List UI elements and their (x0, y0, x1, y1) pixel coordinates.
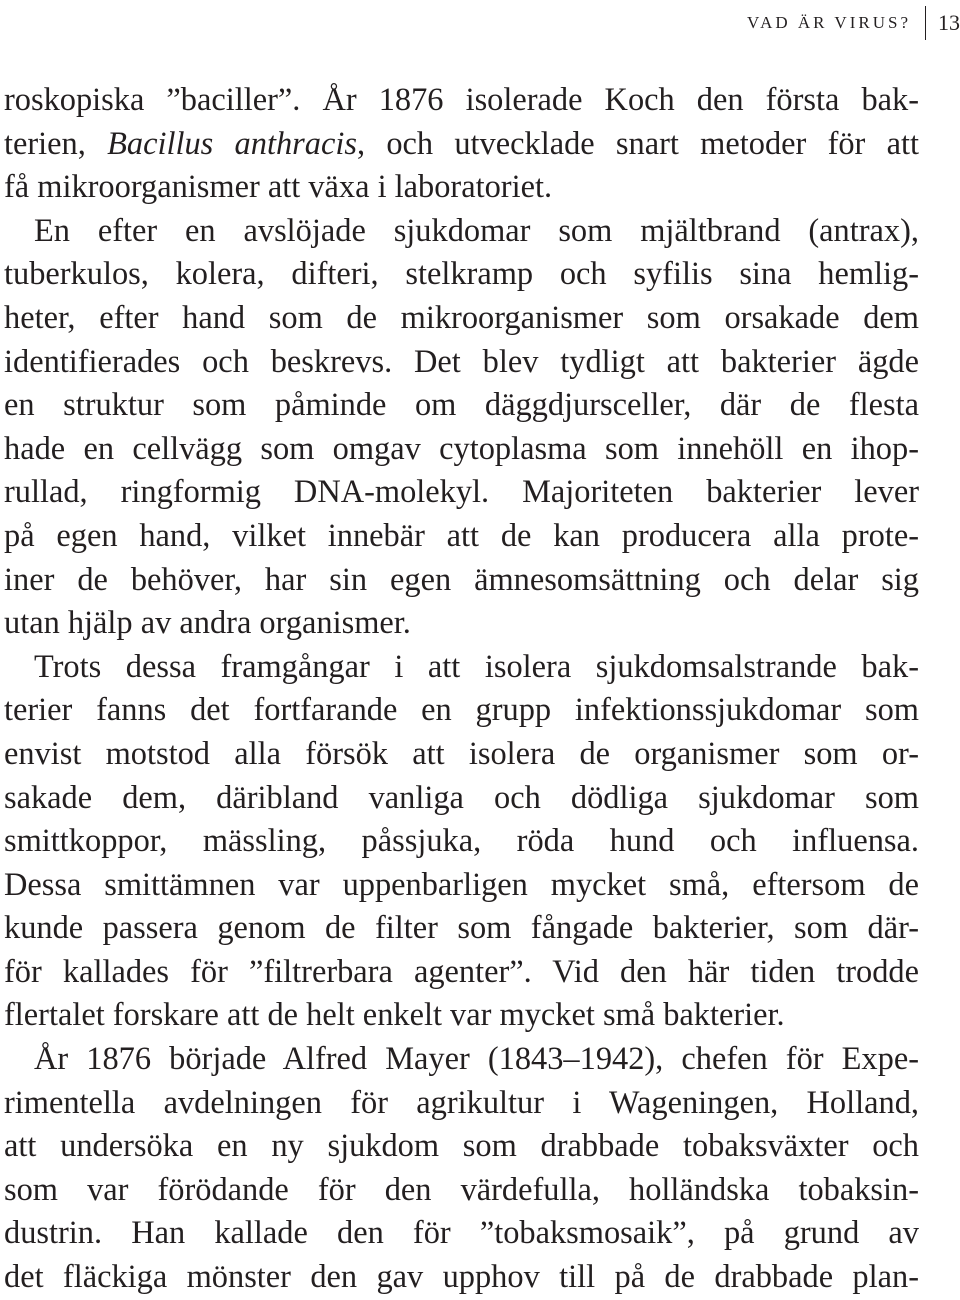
text-fragment: terien, Bacillus anthracis, och utvecklade snart metoder för att (4, 125, 920, 162)
paragraph (4, 210, 919, 646)
text-line: Dessa smittämnen var uppenbarligen mycket små, eftersom de (4, 866, 919, 903)
text-line: hade en cellvägg som omgav cytoplasma som innehöll en ihop- (4, 430, 919, 467)
text-line: identifierades och beskrevs. Det blev tydligt att bakterier ägde (4, 343, 919, 380)
text-line: som var förödande för den värdefulla, holländska tobaksin- (4, 1171, 919, 1208)
text-line: kunde passera genom de filter som fångade bakterier, som där- (4, 910, 919, 947)
text-line: en struktur som påminde om däggdjursceller, där de flesta (4, 387, 919, 424)
paragraph (4, 1038, 919, 1300)
paragraph (4, 646, 919, 1038)
running-title: VAD ÄR VIRUS? (746, 13, 911, 32)
text-line: flertalet forskare att de helt enkelt var mycket små bakterier. (4, 997, 785, 1034)
species-name: Bacillus anthracis (107, 125, 357, 162)
text-line: tuberkulos, kolera, difteri, stelkramp och syfilis sina hemlig- (4, 256, 919, 293)
text-line: utan hjälp av andra organismer. (4, 605, 411, 642)
text-line: rimentella avdelningen för agrikultur i Wageningen, Holland, (4, 1084, 919, 1121)
text-line: sakade dem, däribland vanliga och dödliga sjukdomar som (4, 779, 919, 816)
text-line: att undersöka en ny sjukdom som drabbade tobaksväxter och (4, 1128, 919, 1165)
text-line: Trots dessa framgångar i att isolera sjukdomsalstrande bak- (34, 648, 919, 685)
body-text (4, 79, 919, 1300)
text-line: terier fanns det fortfarande en grupp infektionssjukdomar som (4, 692, 919, 729)
text-line: dustrin. Han kallade den för ”tobaksmosaik”, på grund av (4, 1215, 919, 1252)
paragraph (4, 79, 919, 210)
text-line: för kallades för ”filtrerbara agenter”. Vid den här tiden trodde (4, 953, 919, 990)
text-line: roskopiska ”baciller”. År 1876 isolerade Koch den första bak- (4, 82, 919, 118)
text-line: smittkoppor, mässling, påssjuka, röda hund och influensa. (4, 823, 919, 860)
text-line: iner de behöver, har sin egen ämnesomsättning och delar sig (4, 561, 919, 598)
text-line: heter, efter hand som de mikroorganismer som orsakade dem (4, 299, 919, 336)
text-line: År 1876 började Alfred Mayer (1843–1942), chefen för Expe- (34, 1041, 919, 1078)
page-number: 13 (938, 10, 960, 35)
text-line (4, 123, 919, 167)
text-line: envist motstod alla försök att isolera de organismer som or- (4, 735, 919, 772)
text-line: på egen hand, vilket innebär att de kan producera alla prote- (4, 517, 919, 554)
text-line: få mikroorganismer att växa i laboratoriet. (4, 169, 553, 206)
text-line: det fläckiga mönster den gav upphov till på de drabbade plan- (4, 1259, 919, 1296)
text-line: En efter en avslöjade sjukdomar som mjältbrand (antrax), (34, 212, 919, 249)
running-head (747, 6, 960, 40)
text-line: rullad, ringformig DNA-molekyl. Majoriteten bakterier lever (4, 474, 919, 511)
